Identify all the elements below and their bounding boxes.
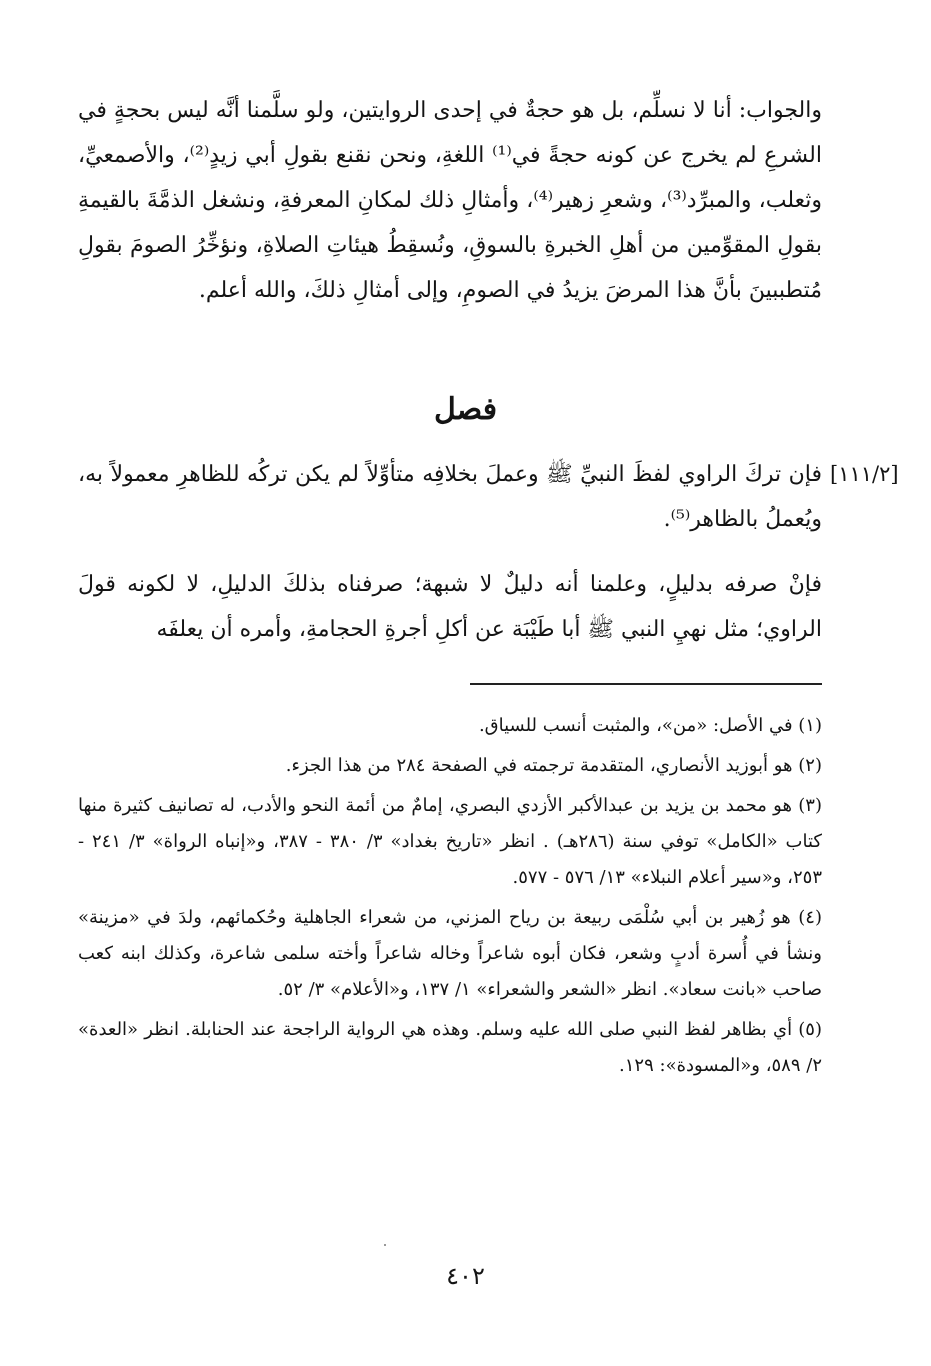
- page-number: ٤٠٢: [446, 1262, 485, 1290]
- footnote-divider: [470, 683, 822, 685]
- footnote-2: (٢) هو أبوزيد الأنصاري، المتقدمة ترجمته في الصفحة ٢٨٤ من هذا الجزء.: [285, 755, 822, 776]
- section-heading: فصل: [433, 392, 498, 427]
- footnotes: [78, 708, 822, 1088]
- footnote-5: (٥) أي بظاهر لفظ النبي صلى الله عليه وسلم. وهذه هي الرواية الراجحة عند الحنابلة. انظر «العدة» ٢/ ٥٨٩، و«المسودة»: ١٢٩.: [78, 1019, 822, 1076]
- footnote-3: (٣) هو محمد بن يزيد بن عبدالأكبر الأزدي البصري، إمامٌ من أئمة النحو والأدب، له تصانيف كثيرة منها كتاب «الكامل» توفي سنة (٢٨٦هـ) . انظر «تاريخ بغداد» ٣/ ٣٨٠ - ٣٨٧، و«إنباه الرواة» ٣/ ٢٤١ - ٢٥٣، و«سير أعلام النبلاء» ١٣/ ٥٧٦ - ٥٧٧.: [78, 795, 822, 888]
- body-paragraph-3: فإنْ صرفه بدليلٍ، وعلمنا أنه دليلٌ لا شبهة؛ صرفناه بذلكَ الدليلِ، لا لكونه قولَ الراوي؛ مثل نهيِ النبي ﷺ أبا طَيْبَة عن أكلِ أجرةِ الحجامةِ، وأمره أن يعلفَه: [78, 572, 822, 642]
- speck: [384, 1244, 386, 1246]
- footnote-4: (٤) هو زُهير بن أبي سُلْمَى ربيعة بن رياح المزني، من شعراء الجاهلية وحُكمائهم، ولدَ في «مزينة» ونشأ في أُسرة أدبٍ وشعر، فكان أبوه شاعراً وخاله شاعراً وأخته سلمى شاعرة، وكذلك ابنه كعب صاحب «بانت سعاد». انظر «الشعر والشعراء» ١/ ١٣٧، و«الأعلام» ٣/ ٥٢.: [78, 907, 822, 1000]
- marginal-page-reference: [١١١/٢]: [830, 462, 899, 486]
- footnote-1: (١) في الأصل: «من»، والمثبت أنسب للسياق.: [478, 715, 822, 736]
- body-paragraph-1: والجواب: أنا لا نسلِّم، بل هو حجةٌ في إحدى الروايتين، ولو سلَّمنا أنَّه ليس بحجةٍ في الشرعِ لم يخرج عن كونه حجةً في⁽¹⁾ اللغةِ، ونحن نقنع بقولِ أبي زيدٍ⁽²⁾، والأصمعيِّ، وثعلب، والمبرِّد⁽³⁾، وشعرِ زهير⁽⁴⁾، وأمثالِ ذلك لمكانِ المعرفةِ، ونشغل الذمَّةَ بالقيمةِ بقولِ المقوِّمين من أهلِ الخبرةِ بالسوقِ، ونُسقِطُ هيئاتِ الصلاةِ، ونؤخِّرُ الصومَ بقولِ مُتطببينَ بأنَّ هذا المرضَ يزيدُ في الصومِ، وإلى أمثالِ ذلكَ، والله أعلم.: [78, 98, 822, 303]
- body-paragraph-2: فإن تركَ الراوي لفظَ النبيِّ ﷺ وعملَ بخلافِه متأوِّلاً لم يكن تركُه للظاهرِ معمولاً به، ويُعملُ بالظاهر⁽⁵⁾.: [78, 462, 822, 532]
